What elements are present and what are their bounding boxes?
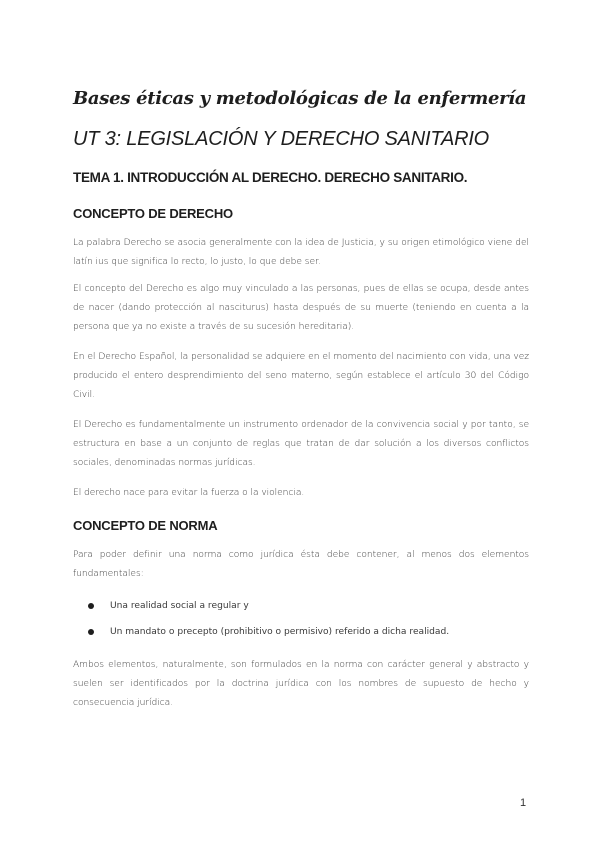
topic-title: TEMA 1. INTRODUCCIÓN AL DERECHO. DERECHO SANITARIO. [73, 170, 468, 185]
bullet-icon [88, 603, 94, 609]
bullet-list [88, 600, 449, 652]
unit-title: UT 3: LEGISLACIÓN Y DERECHO SANITARIO [73, 128, 490, 150]
list-item-text: Una realidad social a regular y [110, 601, 249, 611]
bullet-icon [88, 629, 94, 635]
paragraph: Ambos elementos, naturalmente, son formulados en la norma con carácter general y abstracto y suelen ser identificados por la doctrina jurídica con los nombres de supuesto de hecho y consecuencia jurídica. [73, 660, 529, 708]
list-item-text: Un mandato o precepto (prohibitivo o permisivo) referido a dicha realidad. [110, 627, 450, 637]
paragraph: En el Derecho Español, la personalidad se adquiere en el momento del nacimiento con vida, una vez producido el entero desprendimiento del seno materno, según establece el artículo 30 del Código Civil. [73, 352, 529, 400]
section-heading-norma: CONCEPTO DE NORMA [73, 518, 218, 533]
page-number: 1 [520, 797, 527, 809]
paragraph: Para poder definir una norma como jurídica ésta debe contener, al menos dos elementos fundamentales: [73, 550, 529, 579]
paragraph: El derecho nace para evitar la fuerza o la violencia. [73, 488, 305, 498]
paragraph: La palabra Derecho se asocia generalmente con la idea de Justicia, y su origen etimológico viene del latín ius que significa lo recto, lo justo, lo que debe ser. [73, 238, 529, 267]
list-item [88, 626, 449, 652]
course-title: Bases éticas y metodológicas de la enfermería [73, 88, 527, 109]
list-item [88, 600, 449, 626]
paragraph: El concepto del Derecho es algo muy vinculado a las personas, pues de ellas se ocupa, desde antes de nacer (dando protección al nasciturus) hasta después de su muerte (teniendo en cuenta a la persona que ya no existe a través de su sucesión hereditaria). [73, 284, 529, 332]
paragraph: El Derecho es fundamentalmente un instrumento ordenador de la convivencia social y por tanto, se estructura en base a un conjunto de reglas que tratan de dar solución a los diversos conflictos sociales, denominadas normas jurídicas. [73, 420, 529, 468]
section-heading-derecho: CONCEPTO DE DERECHO [73, 206, 233, 221]
